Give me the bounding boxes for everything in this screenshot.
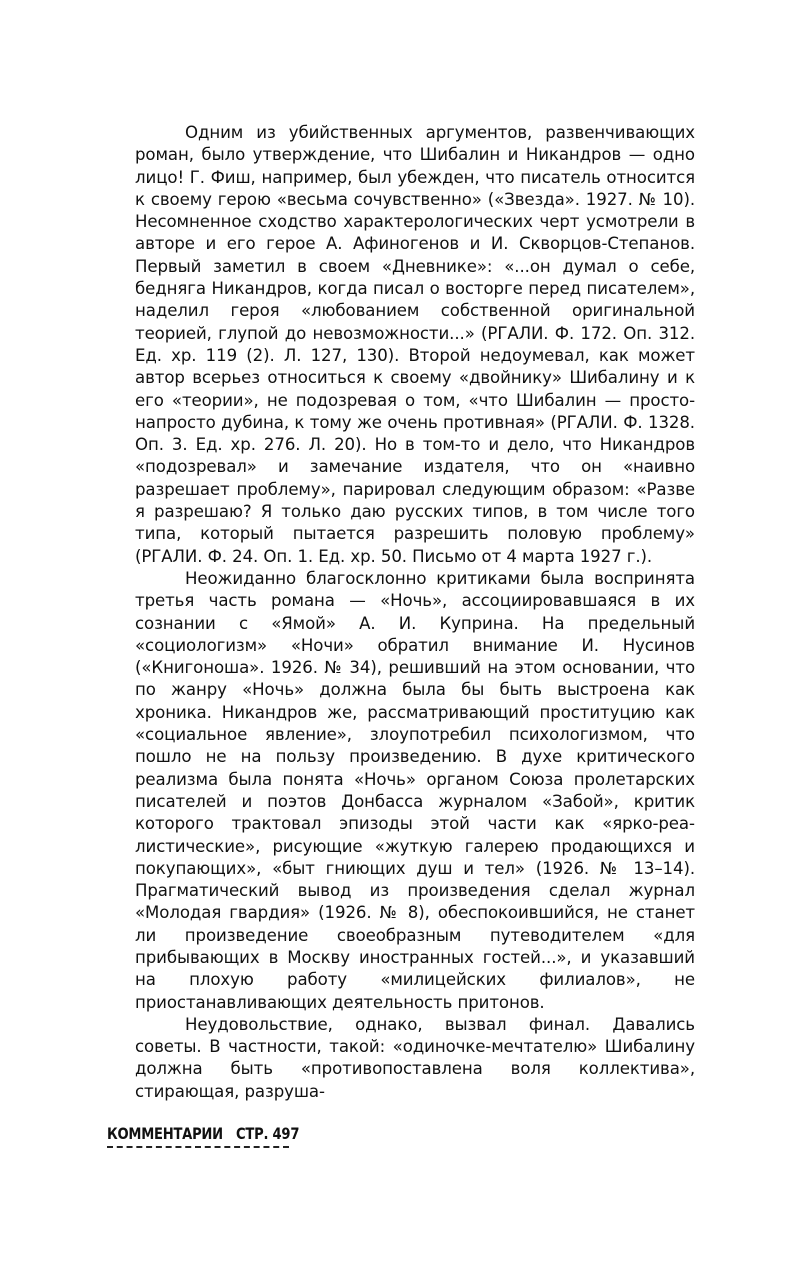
footer-section-title: КОММЕНТАРИИ xyxy=(107,1124,223,1143)
footer-page-number: СТР. 497 xyxy=(236,1124,300,1143)
page-body xyxy=(135,122,695,1103)
paragraph-3: Неудовольствие, однако, вызвал финал. Давались советы. В частности, такой: «одиночке-мечтателю» Шибалину должна быть «противопоставлена воля коллектива», стирающая, разруша- xyxy=(135,1014,695,1101)
paragraph-2: Неожиданно благосклонно критиками была воспринята третья часть романа — «Ночь», ассоциировавшаяся в их сознании с «Ямой» А. И. Куприна. На предельный «социологизм» «Ночи» обратил внимание И. Нусинов («Книгоноша». 1926. № 34), решивший на этом основании, что по жанру «Ночь» должна была бы быть выстроена как хроника. Никандров же, рассматривающий проституцию как «социальное явление», злоупотребил психологизмом, что пошло не на пользу произведению. В духе критического реализма была понята «Ночь» органом Союза пролетарских писателей и поэтов Донбасса журналом «Забой», критик которого трактовал эпизоды этой части как «ярко-реалистические», рисующие «жуткую галерею продающихся и покупающих», «быт гниющих душ и тел» (1926. № 13–14). Прагматический вывод из произведения сделал журнал «Молодая гвардия» (1926. № 8), обеспокоившийся, не станет ли произведение своеобразным путеводителем «для прибывающих в Москву иностранных гостей...», и указавший на плохую работу «милицейских филиалов», не приостанавливающих деятельность притонов. xyxy=(135,568,695,1012)
running-footer xyxy=(107,1124,299,1143)
paragraph-1: Одним из убийственных аргументов, развенчивающих роман, было утверждение, что Шибалин и Никандров — одно лицо! Г. Фиш, например, был убежден, что писатель относится к своему герою «весьма сочувственно» («Звезда». 1927. № 10). Несомненное сходство характерологических черт усмотрели в авторе и его герое А. Афиногенов и И. Скворцов-Степанов. Первый заметил в своем «Дневнике»: «...он думал о себе, бедняга Никандров, когда писал о восторге перед писателем», наделил героя «любованием собственной оригинальной теорией, глупой до невозможности...» (РГАЛИ. Ф. 172. Оп. 312. Ед. хр. 119 (2). Л. 127, 130). Второй недоумевал, как может автор всерьез относиться к своему «двойнику» Шибалину и к его «теории», не подозревая о том, «что Шибалин — просто-напросто дубина, к тому же очень противная» (РГАЛИ. Ф. 1328. Оп. 3. Ед. хр. 276. Л. 20). Но в том-то и дело, что Никандров «подозревал» и замечание издателя, что он «наивно разрешает проблему», парировал следующим образом: «Разве я разрешаю? Я только даю русских типов, в том числе того типа, который пытается разрешить половую проблему» (РГАЛИ. Ф. 24. Оп. 1. Ед. хр. 50. Письмо от 4 марта 1927 г.). xyxy=(135,123,695,566)
footer-rule xyxy=(107,1146,289,1148)
